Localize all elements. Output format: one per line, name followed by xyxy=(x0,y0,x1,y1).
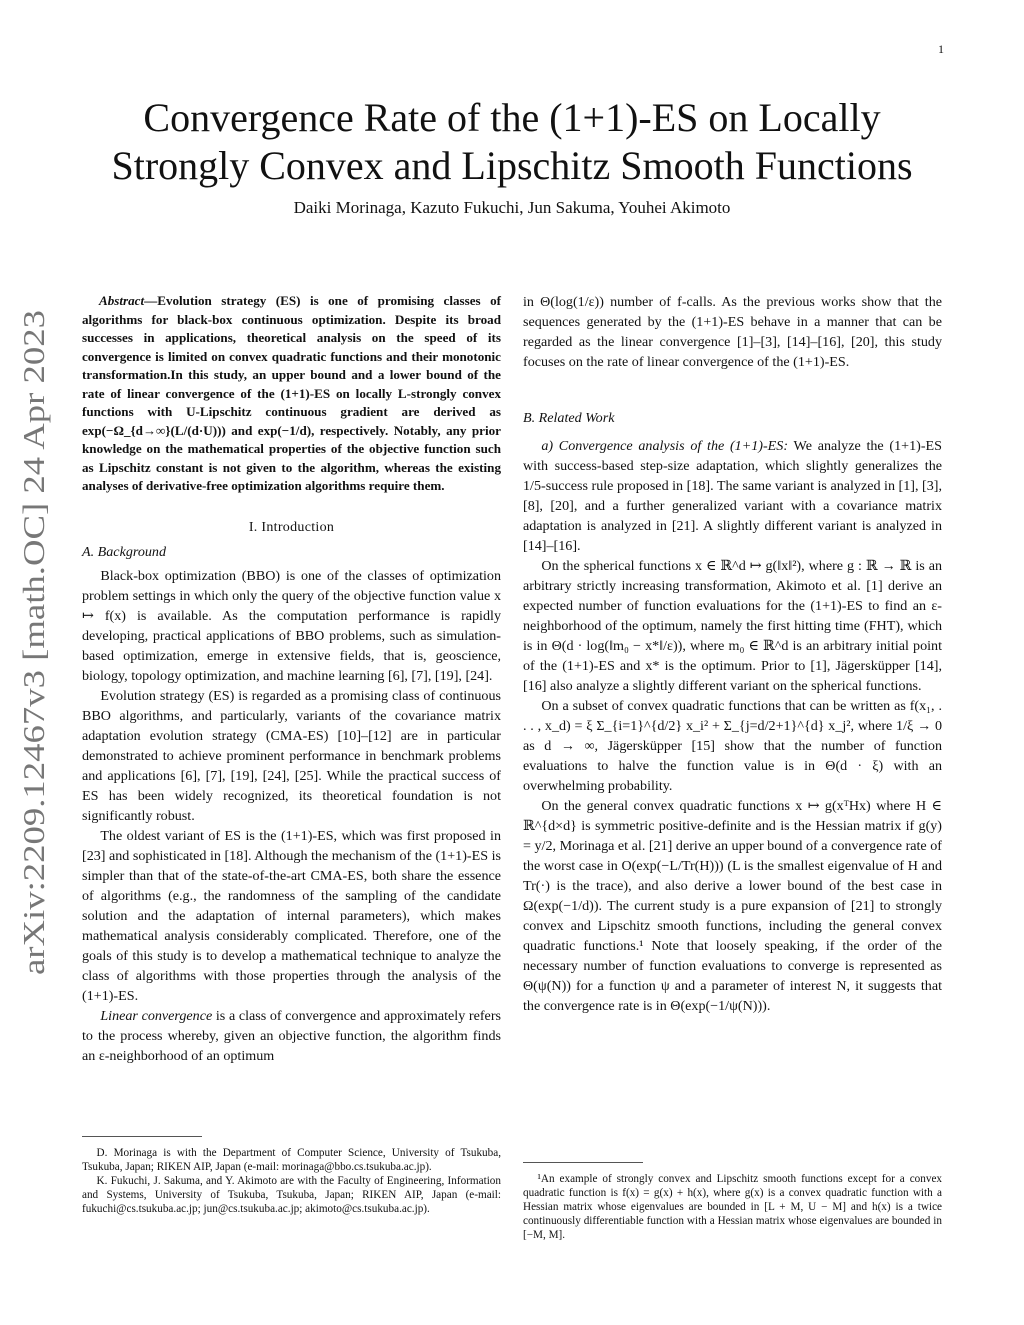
linear-convergence-term: Linear convergence xyxy=(100,1007,213,1024)
paragraph-es: Evolution strategy (ES) is regarded as a promising class of continuous BBO algorithms, and particularly, variants of the covariance matrix adaptation evolution strategy (CMA-ES) [10]–[12] are in particular demonstrated to achieve prominent performance in benchmark problems and applications [6], [7], [19], [24], [25]. While the practical success of ES has been widely recognized, its theoretical foundation is not significantly robust. xyxy=(82,687,501,824)
footnote-morinaga: D. Morinaga is with the Department of Computer Science, University of Tsukuba, Tsukuba, Japan; RIKEN AIP, Japan (e-mail: morinaga@bbo.cs.tsukuba.ac.jp). xyxy=(82,1147,501,1173)
abstract-label: Abstract xyxy=(99,293,145,308)
subsection-heading-background: A. Background xyxy=(82,543,167,560)
abstract-dash: — xyxy=(144,293,158,308)
convergence-analysis-label: a) Convergence analysis of the (1+1)-ES: xyxy=(541,438,789,454)
linear-convergence-text: is a class of convergence and approximately refers to the process whereby, given an objective function, the algorithm finds an ε-neighborhood of an optimum xyxy=(82,1007,501,1064)
paragraph-linear-convergence xyxy=(82,1006,501,1066)
title-line-2: Strongly Convex and Lipschitz Smooth Functions xyxy=(111,143,913,188)
arxiv-stamp-graphic xyxy=(0,305,64,985)
footnote-strongly-convex-example: ¹An example of strongly convex and Lipschitz smooth functions except for a convex quadratic function is f(x) = g(x) + h(x), where g(x) is a convex quadratic function with a Hessian matrix whose eigenvalues are bounded in [L + M, U − M] and h(x) is a twice continuously differentiable function with a Hessian matrix whose eigenvalues are bounded in [−M, M]. xyxy=(523,1173,942,1241)
section-heading-introduction: I. Introduction xyxy=(248,519,335,535)
footnote-coauthors: K. Fukuchi, J. Sakuma, and Y. Akimoto are with the Faculty of Engineering, Information and Systems, University of Tsukuba, Tsukuba, Japan; RIKEN AIP, Japan (e-mail: fukuchi@cs.tsukuba.ac.jp; jun@cs.tsukuba.ac.jp; akimoto@cs.tsukuba.ac.jp). xyxy=(82,1175,501,1215)
paragraph-bbo: Black-box optimization (BBO) is one of the classes of optimization problem settings in which only the query of the objective function value x ↦ f(x) is available. As the computation performance is rapidly developing, practical applications of BBO problems, such as simulation-based optimization, emerge in extensive fields, that is, geoscience, biology, topology optimization, and machine learning [6], [7], [19], [24]. xyxy=(82,567,501,684)
footnote-1 xyxy=(523,1172,942,1242)
footnote-divider-right xyxy=(523,1162,643,1163)
convergence-analysis-text: We analyze the (1+1)-ES with success-based step-size adaptation, which slightly generalizes the 1/5-success rule proposed in [18]. The same variant is analyzed in [1], [3], [8], [20], and a further generalized variant with a covariance matrix adaptation is analyzed in [21]. A slightly different variant is analyzed in [14]–[16]. xyxy=(523,438,942,554)
footnote-divider-left xyxy=(82,1136,202,1137)
paragraph-spherical-functions: On the spherical functions x ∈ ℝ^d ↦ g(‖x‖²), where g : ℝ → ℝ is an arbitrary strictly increasing transformation, Akimoto et al. [1] derive an expected number of function evaluations for the (1+1)-ES to find an ε-neighborhood of the optimum, namely the first hitting time (FHT), which is in Θ(d · log(‖m₀ − x*‖/ε)), where m₀ ∈ ℝ^d is an arbitrary initial point of the (1+1)-ES and x* is the optimum. Prior to [1], Jägersküpper [14], [16] also analyze a slightly different variant on the spherical functions. xyxy=(523,558,942,694)
arxiv-stamp-text: arXiv:2209.12467v3 [math.OC] 24 Apr 2023 xyxy=(16,413,51,975)
right-column xyxy=(523,292,942,1016)
paper-title xyxy=(60,94,964,190)
paragraph-convex-subset: On a subset of convex quadratic functions that can be written as f(x₁, . . . , x_d) = ξ Σ_{i=1}^{d/2} x_i² + Σ_{j=d/2+1}^{d} x_j², where 1/ξ → 0 as d → ∞, Jägersküpper [15] show that the number of function evaluations to halve the function value is in Θ(d · ξ) with an overwhelming probability. xyxy=(523,698,942,794)
abstract xyxy=(82,292,501,496)
left-column xyxy=(82,292,501,1066)
subsection-heading-related-work: B. Related Work xyxy=(523,410,615,426)
paragraph-general-quadratic: On the general convex quadratic functions x ↦ g(xᵀHx) where H ∈ ℝ^{d×d} is symmetric positive-definite and is the Hessian matrix if g(y) = y/2, Morinaga et al. [21] derive an upper bound of a convergence rate of the worst case in O(exp(−L/Tr(H))) (L is the smallest eigenvalue of H and Tr(·) is the trace), and also derive a lower bound of the best case in Ω(exp(−1/d)). The current study is a pure expansion of [21] to strongly convex and Lipschitz smooth functions, including the general convex quadratic functions.¹ Note that loosely speaking, if the order of the necessary number of function evaluations to converge is represented as Θ(ψ(N)) for a function ψ and a parameter of interest N, it suggests that the convergence rate is in Θ(exp(−1/ψ(N))). xyxy=(523,798,942,1014)
paragraph-oldest-variant: The oldest variant of ES is the (1+1)-ES, which was first proposed in [23] and sophisticated in [18]. Although the mechanism of the (1+1)-ES is simpler than that of the state-of-the-art CMA-ES, both share the essence of algorithms (e.g., the randomness of the sampling of the candidate solution and the adaptation of internal parameters), which makes mathematical analysis considerably complicated. Therefore, one of the goals of this study is to develop a mathematical technique to analyze the class of algorithms with those properties through the analysis of the (1+1)-ES. xyxy=(82,827,501,1004)
title-line-1: Convergence Rate of the (1+1)-ES on Locally xyxy=(143,95,881,140)
author-footnotes xyxy=(82,1146,501,1216)
page-number: 1 xyxy=(938,42,944,56)
abstract-text: Evolution strategy (ES) is one of promising classes of algorithms for black-box continuous optimization. Despite its broad successes in applications, theoretical analysis on the speed of its convergence is limited on convex quadratic functions and their monotonic transformation.In this study, an upper bound and a lower bound of the rate of linear convergence of the (1+1)-ES on locally L-strongly convex functions with U-Lipschitz continuous gradient are derived as exp(−Ω_{d→∞}(L/(d·U))) and exp(−1/d), respectively. Notably, any prior knowledge on the mathematical properties of the objective function such as Lipschitz constant is not given to the algorithm, whereas the existing analyses of derivative-free optimization algorithms require them. xyxy=(82,293,501,493)
paragraph-convergence-analysis xyxy=(523,436,942,556)
arxiv-stamp xyxy=(0,305,64,985)
author-list: Daiki Morinaga, Kazuto Fukuchi, Jun Sakuma, Youhei Akimoto xyxy=(293,198,731,217)
paragraph-continued: in Θ(log(1/ε)) number of f-calls. As the previous works show that the sequences generated by the (1+1)-ES behave in a manner that can be regarded as the linear convergence [1]–[3], [14]–[16], [20], this study focuses on the rate of linear convergence of the (1+1)-ES. xyxy=(523,294,942,370)
